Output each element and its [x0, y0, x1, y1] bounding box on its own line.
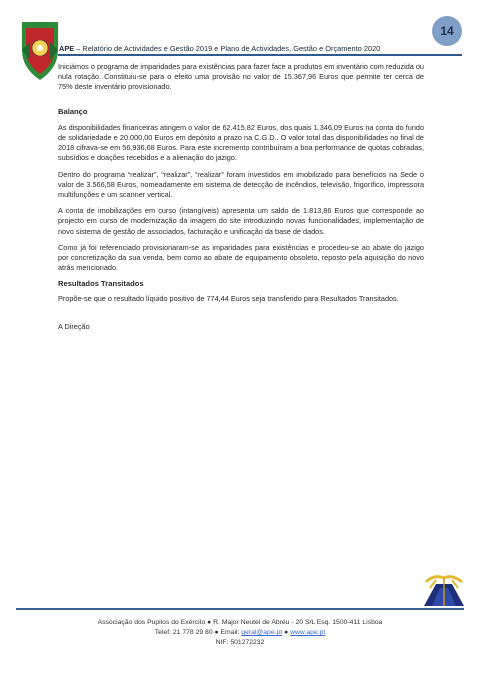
footer [0, 618, 480, 648]
header-title-text: – Relatório de Actividades e Gestão 2019 e Plano de Actividades, Gestão e Orçamento 2020 [74, 44, 381, 53]
footer-nif: NIF: 501272232 [215, 639, 265, 646]
ape-crest-logo [20, 20, 60, 82]
heading-resultados-transitados: Resultados Transitados [58, 279, 144, 289]
paragraph-investimento: Dentro do programa “realizar”, “realizar”, “realizar” foram investidos em imobilizado para benefícios na Sede o valor de 3.566,58 Euros, nomeadamente em sistema de detecção de incêndios, televisão, frigorífico, impressora multifunções e um scanner vertical. [58, 169, 424, 200]
footer-address: Associação dos Pupilos do Exército ● R. Major Neutel de Abreu - 20 S/L Esq. 1500-411 Lisboa [97, 619, 383, 626]
paragraph-disponibilidades: As disponibilidades financeiras atingem o valor de 62.415,82 Euros, dos quais 1.346,09 Euros na conta do fundo de solidariedade e 20.000,00 Euros em depósito a prazo na C.G.D.. O valor total das disponibilidades no final de 2018 cifrava-se em 56.936,68 Euros. Para este incremento contribuíram a boa performance de quotas cobradas, subsídios e doações recebidos e a alienação do jazigo. [58, 122, 424, 163]
footer-phone: Telef: 21 778 29 80 ● Email: [154, 629, 242, 636]
ape-emblem-logo [422, 574, 466, 608]
footer-contacts [0, 628, 480, 638]
paragraph-imobilizacoes: A conta de imobilizações em curso (intangíveis) apresenta um saldo de 1.813,86 Euros que corresponde ao projecto em curso de modernização da imagem do site introduzindo novas funcionalidades, implementação de novo sistema de gestão de associados, facturação e unificação da base de dados. [58, 206, 424, 236]
footer-divider [16, 608, 464, 610]
footer-separator: ● [282, 629, 291, 636]
page-number-badge [432, 16, 462, 46]
header-title [59, 44, 459, 53]
email-link[interactable]: geral@ape.pt [241, 629, 283, 636]
signature: A Direção [58, 321, 90, 331]
header-org-abbr: APE [59, 44, 75, 53]
website-link[interactable]: www.ape.pt [290, 629, 326, 636]
report-body [58, 62, 424, 338]
page-number: 14 [440, 24, 454, 38]
paragraph-imparidades: Iniciámos o programa de imparidades para existências para fazer face a produtos em inventário com reduzida ou nula rotação. Constituiu-se para o efeito uma provisão no valor de 15.367,96 Euros que permite ter cerca de 75% deste inventário provisionado. [58, 62, 424, 92]
paragraph-provisoes: Como já foi referenciado provisionaram-se as imparidades para existências e procedeu-se ao abate do jazigo por concretização da sua venda, bem como ao abate de equipamento obsoleto, reposto pela aquisição do novo atrás mencionado. [58, 242, 424, 273]
header-divider [58, 54, 462, 56]
heading-balanco: Balanço [58, 106, 88, 116]
paragraph-resultados: Propõe-se que o resultado líquido positivo de 774,44 Euros seja transferido para Resultados Transitados. [58, 293, 399, 303]
